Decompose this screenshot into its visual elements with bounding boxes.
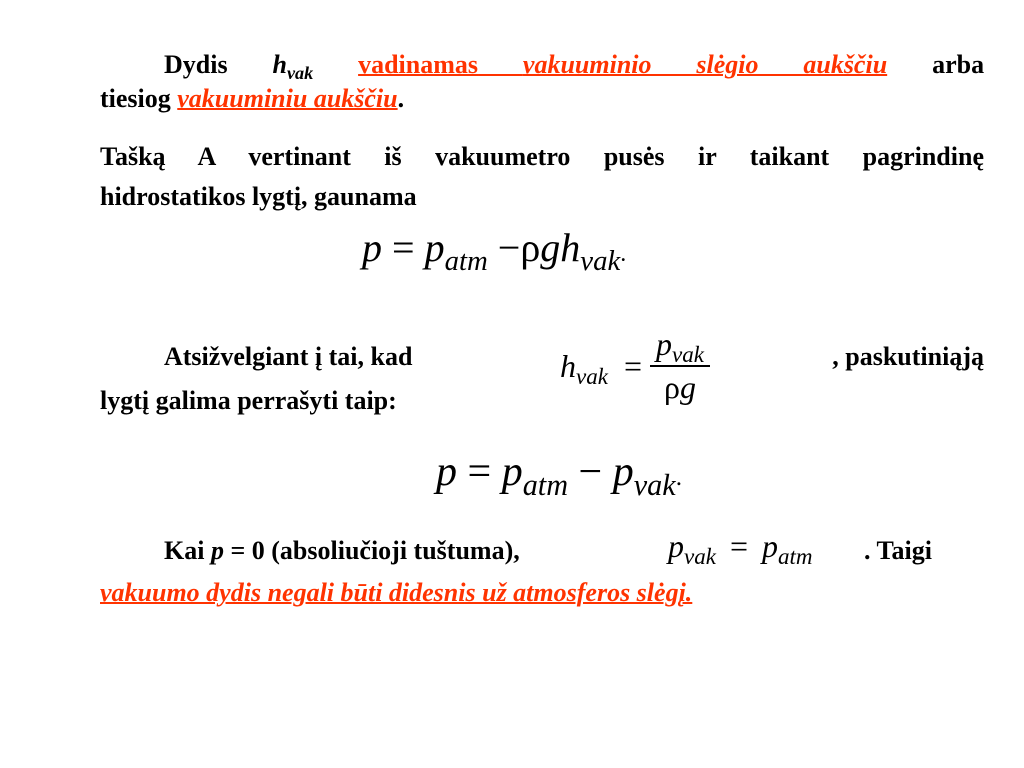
h-symbol: $h_{vak}$: [272, 50, 314, 84]
word-tiesiog: tiesiog: [100, 84, 171, 113]
paragraph-absolute-vacuum: Kai p = 0 (absoliučioji tuštuma),: [164, 536, 520, 565]
paragraph-considering-line1: Atsižvelgiant į tai, kad: [164, 342, 413, 371]
equation-p-vak-equals-p-atm: $p_{vak} = p_{atm}$: [668, 528, 813, 570]
conclusion-text: vakuumo dydis negali būti didesnis už atmosferos slėgį.: [100, 578, 693, 607]
fraction-numerator: $p_{vak}$: [656, 326, 704, 368]
equation-pressure-vacuum: $p = p_{atm} - p_{vak}$.: [436, 449, 682, 502]
fraction-denominator: ρg: [664, 369, 696, 405]
equation-hydrostatic: $p = p_{atm} -\rho gh_{vak}$.: [362, 225, 627, 278]
paragraph-definition-line2: tiesiog vakuuminiu aukščiu.: [100, 84, 405, 113]
fraction: [650, 326, 710, 406]
paragraph-considering-tail: , paskutiniąją: [832, 342, 984, 371]
paragraph-considering-line2: lygtį galima perrašyti taip:: [100, 386, 397, 415]
para1-prefix: Dydis: [164, 50, 228, 79]
paragraph-point-a-line1: Tašką A vertinant iš vakuumetro pusės ir taikant pagrindinę: [100, 142, 984, 171]
word-taigi: . Taigi: [864, 536, 932, 565]
equation-h-vak-fraction: $h_{vak}$ = $\frac{p_{vak}}{\rho g}$: [560, 326, 710, 406]
conclusion-line: [100, 576, 984, 610]
word-arba: arba: [932, 50, 985, 79]
paragraph-point-a-line2: hidrostatikos lygtį, gaunama: [100, 182, 417, 211]
term-vakuuminio-slegio-aukscio: vadinamas vakuuminio slėgio aukščiu: [358, 50, 888, 79]
term-vakuuminiu-auksciu: vakuuminiu aukščiu: [177, 84, 398, 113]
